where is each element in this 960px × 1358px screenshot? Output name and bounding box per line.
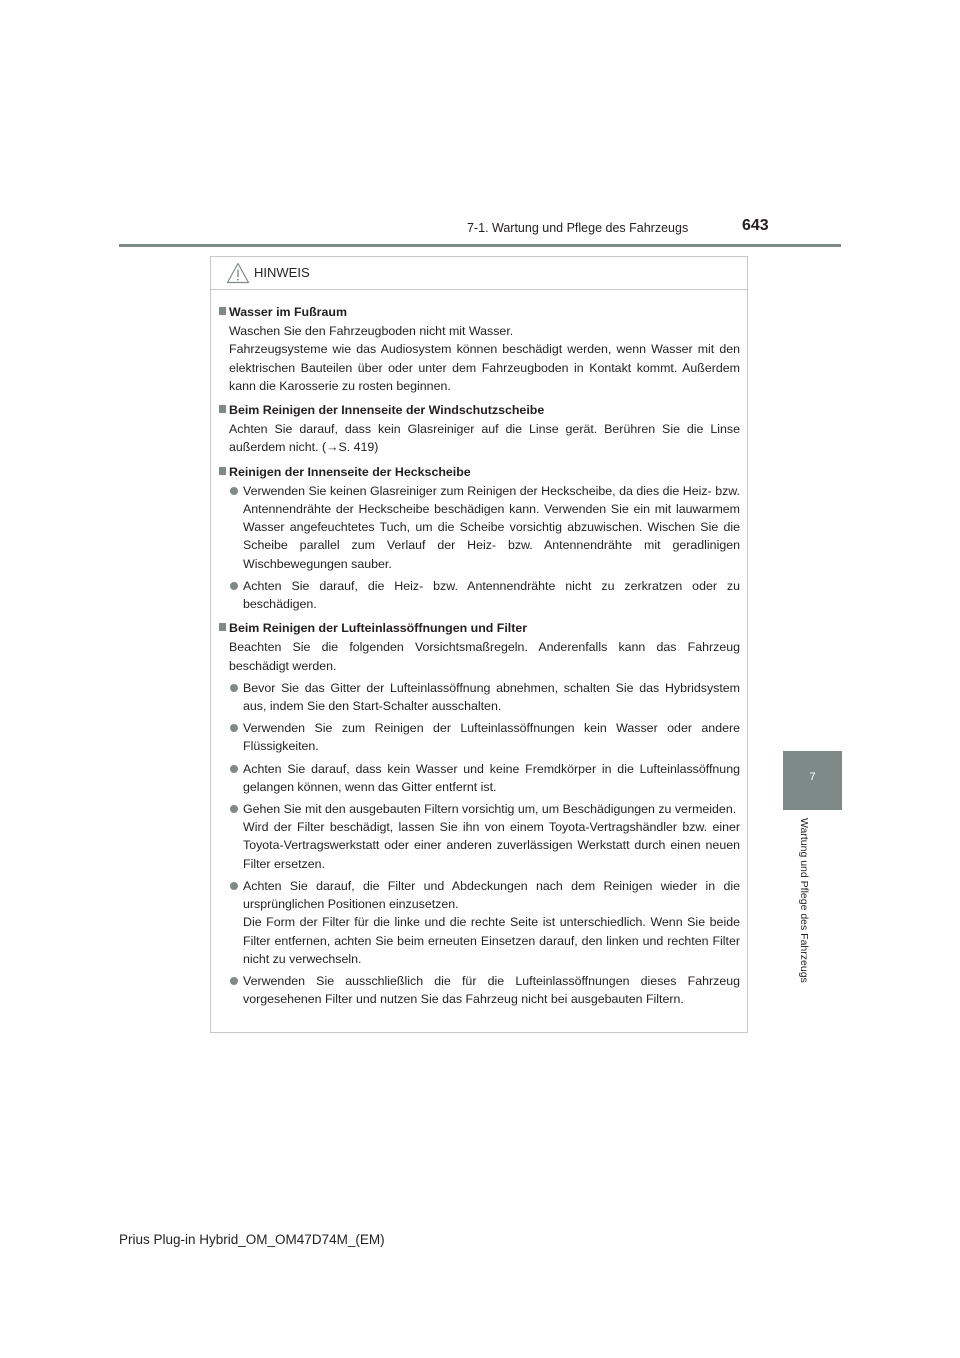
circle-bullet-icon (230, 765, 238, 773)
bullet-continuation: Wird der Filter beschädigt, lassen Sie ihn von einem Toyota-Vertragshändler bzw. einer Toyota-Vertragswerkstatt oder einer anderen zuverlässigen Werkstatt durch einen neuen Filter ersetzen. (243, 820, 740, 871)
bullet-item: Achten Sie darauf, die Filter und Abdeckungen nach dem Reinigen wieder in die ursprünglichen Positionen einzusetzen. Die Form der Filter für die linke und die rechte Seite ist unterschiedlich. Wenn Sie beide Filter entfernen, achten Sie beim erneuten Einsetzen darauf, den linken und rechten Filter nicht zu verwechseln. (219, 877, 740, 968)
notice-content (211, 303, 747, 1008)
paragraph: Beachten Sie die folgenden Vorsichtsmaßregeln. Anderenfalls kann das Fahrzeug beschädigt werden. (229, 640, 740, 673)
bullet-continuation: Die Form der Filter für die linke und die rechte Seite ist unterschiedlich. Wenn Sie beide Filter entfernen, achten Sie beim erneuten Einsetzen darauf, den linken und rechten Filter nicht zu verwechseln. (243, 915, 740, 966)
notice-title: HINWEIS (254, 265, 310, 280)
bullet-item: Verwenden Sie ausschließlich die für die Lufteinlassöffnungen dieses Fahrzeug vorgesehenen Filter und nutzen Sie das Fahrzeug nicht bei ausgebauten Filtern. (219, 972, 740, 1008)
section-heading: Reinigen der Innenseite der Heckscheibe (219, 463, 740, 481)
circle-bullet-icon (230, 882, 238, 890)
chapter-title: Wartung und Pflege des Fahrzeugs (798, 818, 810, 983)
bullet-item: Bevor Sie das Gitter der Lufteinlassöffnung abnehmen, schalten Sie das Hybridsystem aus, indem Sie den Start-Schalter ausschalten. (219, 679, 740, 715)
circle-bullet-icon (230, 977, 238, 985)
section-heading: Beim Reinigen der Innenseite der Windschutzscheibe (219, 401, 740, 419)
bullet-item: Verwenden Sie zum Reinigen der Lufteinlassöffnungen kein Wasser oder andere Flüssigkeiten. (219, 719, 740, 755)
square-bullet-icon (219, 307, 226, 315)
section-heading: Wasser im Fußraum (219, 303, 740, 321)
circle-bullet-icon (230, 487, 238, 495)
section-heading: Beim Reinigen der Lufteinlassöffnungen und Filter (219, 619, 740, 637)
paragraph: Achten Sie darauf, dass kein Glasreiniger auf die Linse gerät. Berühren Sie die Linse außerdem nicht. (→S. 419) (229, 422, 740, 455)
header-divider (119, 244, 841, 247)
warning-triangle-icon (226, 262, 250, 284)
notice-box (210, 256, 748, 1033)
chapter-side-label (792, 818, 818, 1032)
bullet-item: Achten Sie darauf, dass kein Wasser und keine Fremdkörper in die Lufteinlassöffnung gelangen können, wenn das Gitter entfernt ist. (219, 760, 740, 796)
circle-bullet-icon (230, 582, 238, 590)
page-number: 643 (742, 217, 769, 234)
footer-doc-id: Prius Plug-in Hybrid_OM_OM47D74M_(EM) (119, 1232, 385, 1247)
paragraph: Waschen Sie den Fahrzeugboden nicht mit Wasser. (229, 324, 514, 339)
chapter-number: 7 (809, 771, 816, 783)
square-bullet-icon (219, 405, 226, 413)
square-bullet-icon (219, 467, 226, 475)
circle-bullet-icon (230, 724, 238, 732)
paragraph: Fahrzeugsysteme wie das Audiosystem können beschädigt werden, wenn Wasser mit den elektrischen Bauteilen über oder unter dem Fahrzeugboden in Kontakt kommt. Außerdem kann die Karosserie zu rosten beginnen. (229, 342, 740, 393)
bullet-item: Verwenden Sie keinen Glasreiniger zum Reinigen der Heckscheibe, da dies die Heiz- bzw. Antennendrähte der Heckscheibe beschädigen kann. Verwenden Sie ein mit lauwarmem Wasser angefeuchtetes Tuch, um die Scheibe vorsichtig abzuwischen. Wischen Sie die Scheibe parallel zum Verlauf der Heiz- bzw. Antennendrähte mit geradlinigen Wischbewegungen sauber. (219, 482, 740, 573)
running-header-section: 7-1. Wartung und Pflege des Fahrzeugs (467, 221, 689, 235)
bullet-item: Achten Sie darauf, die Heiz- bzw. Antennendrähte nicht zu zerkratzen oder zu beschädigen. (219, 577, 740, 613)
chapter-tab (783, 751, 842, 810)
notice-header (211, 257, 747, 290)
circle-bullet-icon (230, 684, 238, 692)
bullet-item: Gehen Sie mit den ausgebauten Filtern vorsichtig um, um Beschädigungen zu vermeiden. Wird der Filter beschädigt, lassen Sie ihn von einem Toyota-Vertragshändler bzw. einer Toyota-Vertragswerkstatt oder einer anderen zuverlässigen Werkstatt durch einen neuen Filter ersetzen. (219, 800, 740, 873)
circle-bullet-icon (230, 805, 238, 813)
square-bullet-icon (219, 623, 226, 631)
